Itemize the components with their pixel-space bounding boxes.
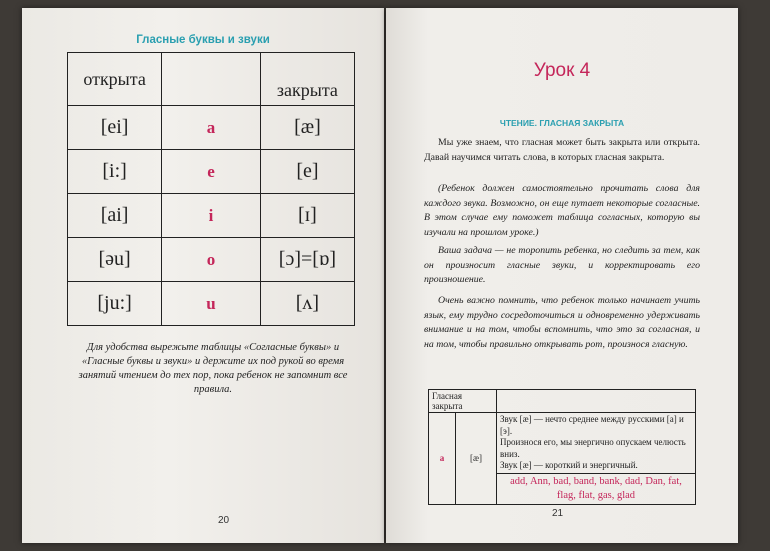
open-sound: [əu] [68,238,162,282]
header-closed: закрыта [260,53,354,106]
paragraph-note: Очень важно помнить, что ребенок только начинает учить язык, ему трудно сосредоточиться и одновременно удерживать внимание и на том, чтобы вспомнить, что это за согласная, и на том, чтобы правильно открывать рот, произнося гласную. [424,295,700,350]
left-page [22,8,384,543]
description-line: Произнося его, мы энергично опускаем челюсть вниз. [500,437,686,459]
closed-vowel-table [428,389,696,505]
lesson-title: Урок 4 [533,60,591,81]
description-line: Звук [æ] — короткий и энергичный. [500,460,638,470]
vowels-table [67,52,355,326]
open-sound: [ai] [68,194,162,238]
vowel-letter: a [429,413,456,505]
table-row [68,238,355,282]
closed-sound: [e] [260,150,354,194]
vowel-letter: e [162,150,261,194]
header-open: открыта [68,53,162,106]
table-row [68,53,355,106]
paragraph-instruction: (Ребенок должен самостоятельно прочитать слова для каждого звука. Возможно, он еще путает некоторые согласные. В этом случае ему поможет таблица согласных, которую вы изучали на прошлом уроке.) [424,183,700,238]
vowel-letter: o [162,238,261,282]
table-row [68,150,355,194]
closed-sound: [ɪ] [260,194,354,238]
closed-sound: [ʌ] [260,282,354,326]
ipa-sound: [æ] [456,413,497,505]
vowel-letter: i [162,194,261,238]
table-row [429,413,696,474]
section-heading: ЧТЕНИЕ. ГЛАСНАЯ ЗАКРЫТА [499,118,625,128]
paragraph-intro: Мы уже знаем, что гласная может быть закрыта или открыта. Давай научимся читать слова, в которых гласная закрыта. [424,137,700,163]
header-letter [162,53,261,106]
page-number-left: 20 [218,515,230,526]
left-page-note: Для удобства вырежьте таблицы «Согласные буквы» и «Гласные буквы и звуки» и держите их под рукой во время занятий чтением до тех пор, пока ребенок не запомнит все правила. [78,342,348,395]
table-row [68,106,355,150]
left-page-title: Гласные буквы и звуки [136,34,270,46]
right-page [386,8,738,543]
table-row [68,282,355,326]
closed-sound: [æ] [260,106,354,150]
paragraph-task: Ваша задача — не торопить ребенка, но следить за тем, как он произносит гласные звуки, и корректировать его произношение. [424,245,700,286]
example-words: add, Ann, bad, band, bank, dad, Dan, fat, flag, flat, gas, glad [497,473,696,504]
vowel-letter: u [162,282,261,326]
open-sound: [ju:] [68,282,162,326]
table-header: Гласная закрыта [429,390,497,413]
table-header-empty [497,390,696,413]
sound-description [497,413,696,474]
description-line: Звук [æ] — нечто среднее между русскими [а] и [э]. [500,414,684,436]
open-sound: [i:] [68,150,162,194]
table-row [68,194,355,238]
closed-sound: [ɔ]=[ɒ] [260,238,354,282]
vowel-letter: a [162,106,261,150]
table-row [429,390,696,413]
page-number-right: 21 [552,508,564,519]
open-sound: [ei] [68,106,162,150]
